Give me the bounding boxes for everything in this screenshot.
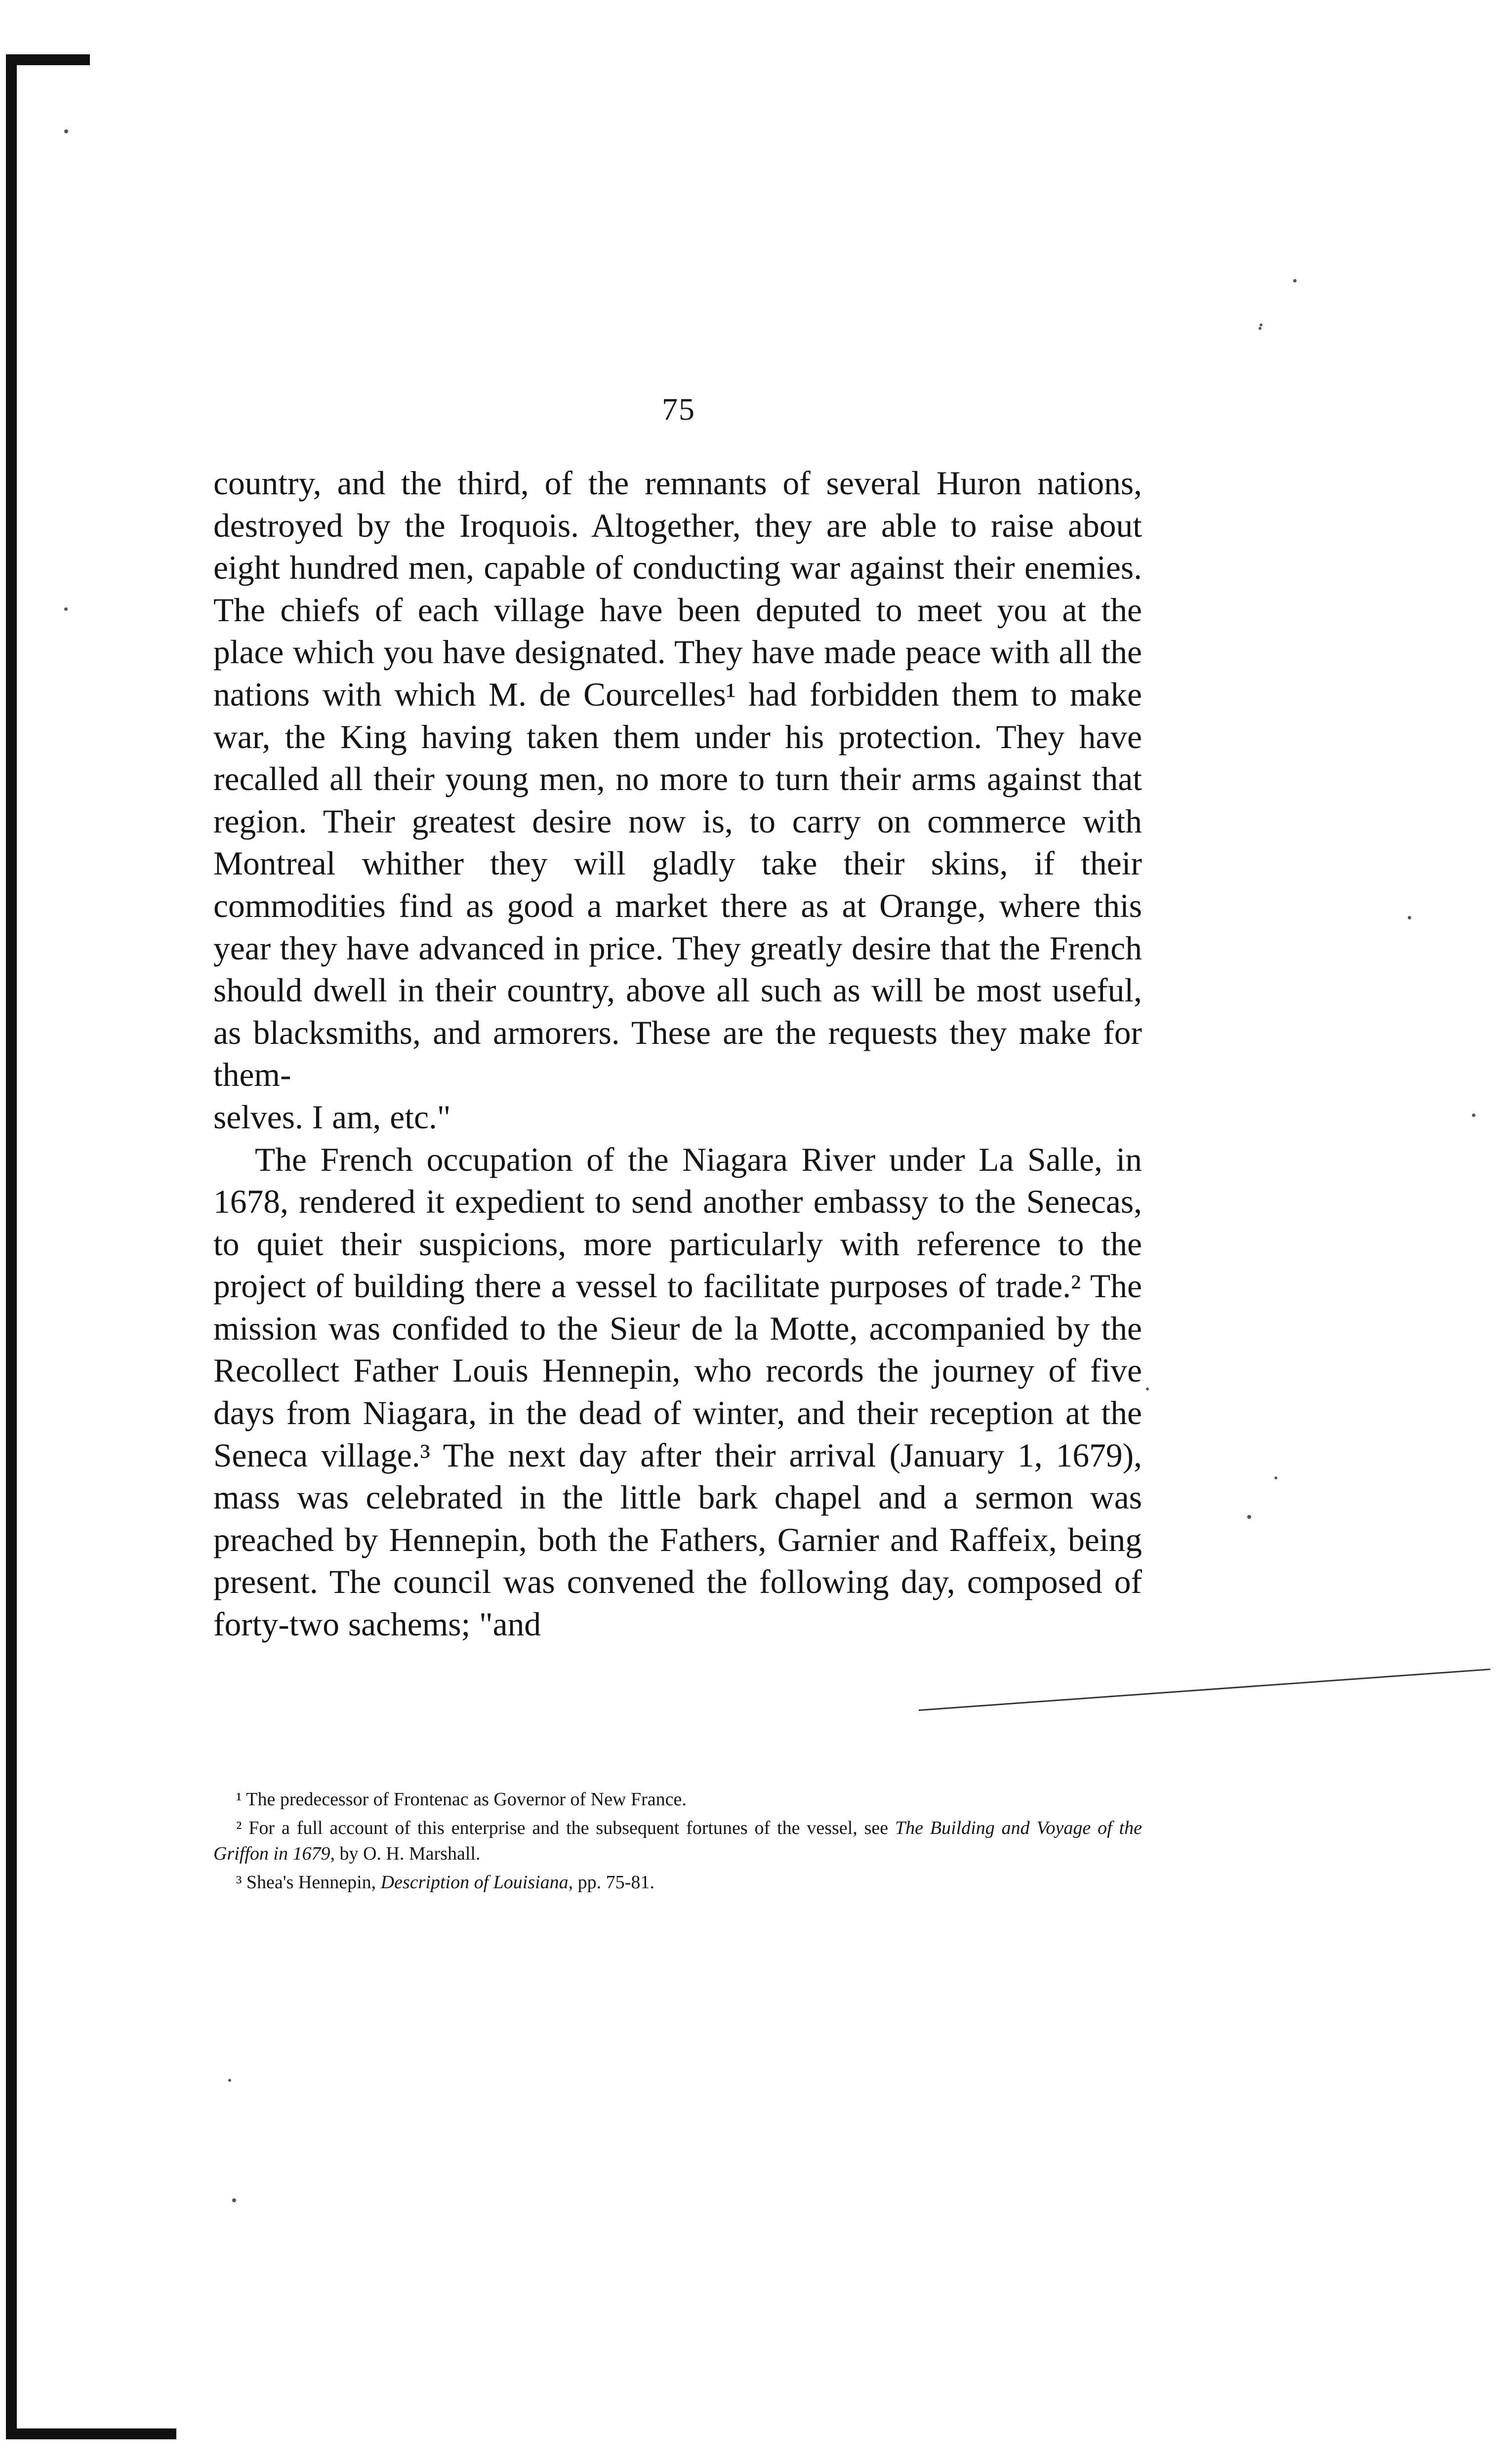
footnote [213,1815,1142,1867]
scan-speck [1293,279,1297,282]
scan-speck [64,129,68,133]
page-number: 75 [662,392,695,427]
paragraph [213,1139,1142,1646]
binding-bracket-left [6,54,17,2439]
body-text [213,462,1142,1646]
paragraph-text: The French occupation of the Niagara River under La Salle, in 1678, rendered it expedient to send another embassy to the Senecas, to quiet their suspicions, more particularly with reference to the project of building there a vessel to facilitate purposes of trade.² The mission was confided to the Sieur de la Motte, accompanied by the Recollect Father Louis Hennepin, who records the journey of five days from Niagara, in the dead of winter, and their reception at the Seneca village.³ The next day after their arrival (January 1, 1679), mass was celebrated in the little bark chapel and a sermon was preached by Hennepin, both the Fathers, Garnier and Raffeix, being present. The council was convened the following day, composed of forty-two sachems; "and [213,1141,1142,1643]
footnote-title: Description of Louisiana [380,1872,569,1893]
footnote [213,1787,1142,1812]
paragraph-tail: selves. I am, etc." [213,1098,451,1136]
footnote-text: , pp. 75-81. [568,1872,654,1893]
footnote-mark: ¹ [236,1789,242,1810]
scan-speck [1274,1476,1277,1479]
footnote-text: The predecessor of Frontenac as Governor of New France. [246,1789,687,1810]
scan-stray-line [919,1669,1490,1711]
scan-speck [1146,1388,1149,1391]
footnotes [213,1787,1142,1898]
footnote-text: Shea's Hennepin, [246,1872,381,1893]
scan-speck [64,607,68,611]
scan-speck [232,2198,236,2202]
scan-speck [228,2079,231,2082]
scan-speck [1260,323,1263,326]
footnote-mark: ² [236,1818,242,1838]
paragraph-text: country, and the third, of the remnants of several Huron nations, destroyed by the Iroquois. Altogether, they are able to raise about eight hundred men, capable of conducting war against their enemies. The chiefs of each village have been deputed to meet you at the place which you have designated. They have made peace with all the nations with which M. de Courcelles¹ had forbidden them to make war, the King having taken them under his protection. They have recalled all their young men, no more to turn their arms against that region. Their greatest desire now is, to carry on commerce with Montreal whither they will gladly take their skins, if their commodities find as good a market there as at Orange, where this year they have advanced in price. They greatly desire that the French should dwell in their country, above all such as will be most useful, as blacksmiths, and armorers. These are the requests they make for them- [213,465,1142,1094]
binding-bracket-top [6,54,90,65]
binding-bracket-bottom [6,2428,176,2439]
footnote-title: The Building and Voyage of the Griffon in 1679 [213,1818,1142,1864]
scan-speck [1259,327,1262,330]
scan-speck [1408,916,1411,919]
footnote-text: For a full account of this enterprise and the subsequent fortunes of the vessel, see [248,1818,896,1838]
footnote-mark: ³ [236,1872,242,1893]
paragraph [213,462,1142,1139]
footnote-text: , by O. H. Marshall. [330,1843,481,1864]
scan-speck [1472,1113,1475,1117]
scan-speck [1247,1515,1251,1519]
footnote [213,1869,1142,1895]
